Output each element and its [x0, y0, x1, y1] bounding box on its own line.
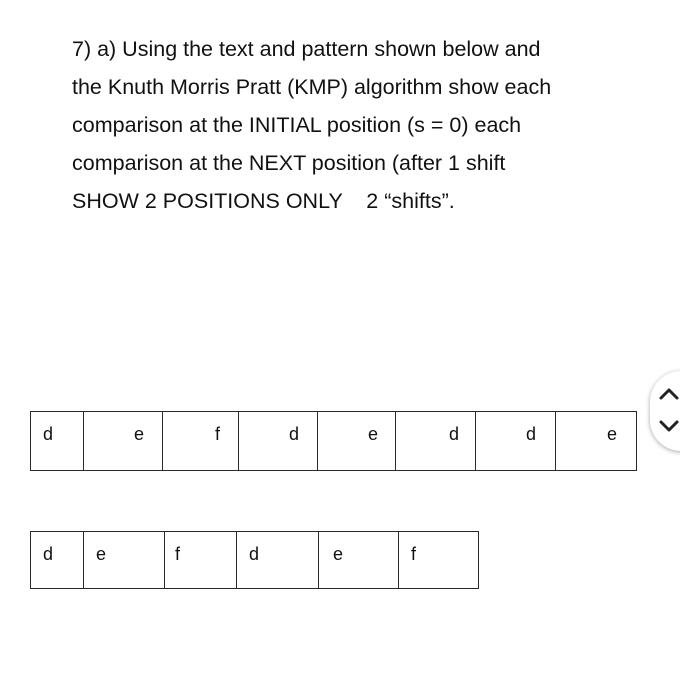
chevron-down-icon[interactable]: [654, 411, 680, 441]
pattern-cell: d: [31, 532, 84, 589]
text-table: [30, 411, 637, 471]
text-cell: d: [31, 412, 84, 471]
question-line: SHOW 2 POSITIONS ONLY 2 “shifts”.: [72, 189, 455, 213]
text-cell: e: [318, 412, 396, 471]
question-text: [72, 30, 662, 220]
question-line: 7) a) Using the text and pattern shown below and: [72, 37, 541, 61]
pattern-cell: f: [399, 532, 479, 589]
pattern-cell: e: [319, 532, 399, 589]
question-line: the Knuth Morris Pratt (KMP) algorithm show each: [72, 75, 552, 99]
pattern-table: [30, 531, 479, 589]
question-line: comparison at the INITIAL position (s = 0) each: [72, 113, 522, 137]
text-cell: e: [84, 412, 163, 471]
text-cell: d: [396, 412, 476, 471]
pattern-cell: f: [165, 532, 237, 589]
text-row: [31, 412, 637, 471]
question-line: comparison at the NEXT position (after 1 shift: [72, 151, 506, 175]
text-cell: f: [163, 412, 239, 471]
chevron-up-icon[interactable]: [654, 379, 680, 409]
pattern-cell: d: [237, 532, 319, 589]
text-cell: d: [239, 412, 318, 471]
pattern-row: [31, 532, 479, 589]
text-cell: d: [476, 412, 556, 471]
pattern-cell: e: [84, 532, 165, 589]
text-cell: e: [556, 412, 637, 471]
page-nav-control: [650, 371, 680, 451]
